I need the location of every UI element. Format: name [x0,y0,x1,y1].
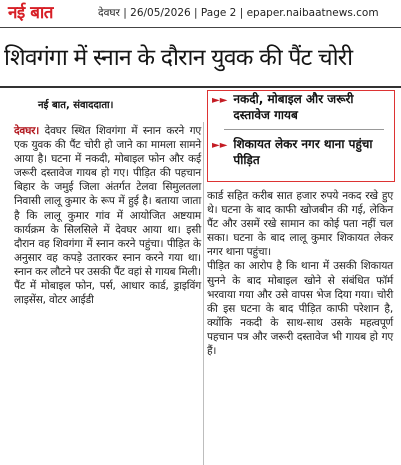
newspaper-logo: नई बात [8,3,54,23]
masthead-separator: | [123,7,127,19]
masthead-separator: | [194,7,198,19]
article-byline: नई बात, संवाददाता। [38,100,114,111]
article-column-right [207,189,393,465]
article-headline: शिवगंगा में स्नान के दौरान युवक की पैंट चोरी [4,45,353,71]
highlight-item [212,91,392,123]
article-column-left [14,124,201,465]
masthead-divider [0,27,401,28]
article-paragraph: पीड़ित का आरोप है कि थाना में उसकी शिकायत सुनने के बाद मोबाइल खोने से संबंधित फॉर्म भरवाया गया और उसे वापस भेज दिया गया। चोरी की इस घटना के बाद पीड़ित काफी परेशान है, क्योंकि नकदी के साथ-साथ उसके महत्वपूर्ण पहचान पत्र और जरूरी दस्तावेज भी गायब हो गए हैं। [207,260,393,358]
masthead-separator: | [239,7,244,19]
headline-divider [0,86,401,88]
masthead-date: 26/05/2026 [130,7,191,19]
highlight-divider [224,129,384,130]
article-paragraph: कार्ड सहित करीब सात हजार रुपये नकद रखे हुए थे। घटना के बाद काफी खोजबीन की गई, लेकिन पैंट और उसमें रखे सामान का कोई पता नहीं चल सका। घटना के बाद लालू कुमार शिकायत लेकर नगर थाना पहुंचा। [207,190,393,259]
column-divider [203,122,204,465]
double-chevron-right-icon: ►► [212,95,228,106]
masthead-page: Page 2 [200,7,237,19]
highlight-item [212,136,392,168]
article-dateline: देवघर। [14,125,40,137]
article-body-left: देवघर स्थित शिवगंगा में स्नान करने गए एक युवक की पैंट चोरी हो जाने का मामला सामने आया है। घटना में नकदी, मोबाइल फोन और कई जरूरी दस्तावेज गायब हो गए। पीड़ित की पहचान बिहार के जमुई जिला अंतर्गत टेलवा सिमुलतला निवासी लालू कुमार के रूप में हुई है। बताया जाता है कि लालू कुमार गांव में आयोजित अष्टयाम कार्यक्रम के सिलसिले में देवघर आया था। इसी दौरान वह शिवगंगा में स्नान करने पहुंचा। पीड़ित के अनुसार वह कपड़े उतारकर स्नान करने गया था। स्नान कर लौटने पर उसकी पैंट वहां से गायब मिली। पैंट में मोबाइल फोन, पर्स, आधार कार्ड, ड्राइविंग लाइसेंस, वोटर आईडी [14,125,202,307]
masthead-city: देवघर [98,7,120,19]
double-chevron-right-icon: ►► [212,140,228,151]
highlight-text: शिकायत लेकर नगर थाना पहुंचा पीड़ित [233,137,373,167]
masthead-bar [0,0,401,26]
article-paragraph [14,124,201,307]
masthead-info [98,5,379,21]
masthead-site-link[interactable]: epaper.naibaatnews.com [246,7,379,19]
highlight-text: नकदी, मोबाइल और जरूरी दस्तावेज गायब [233,92,354,122]
highlights-box [212,91,392,181]
